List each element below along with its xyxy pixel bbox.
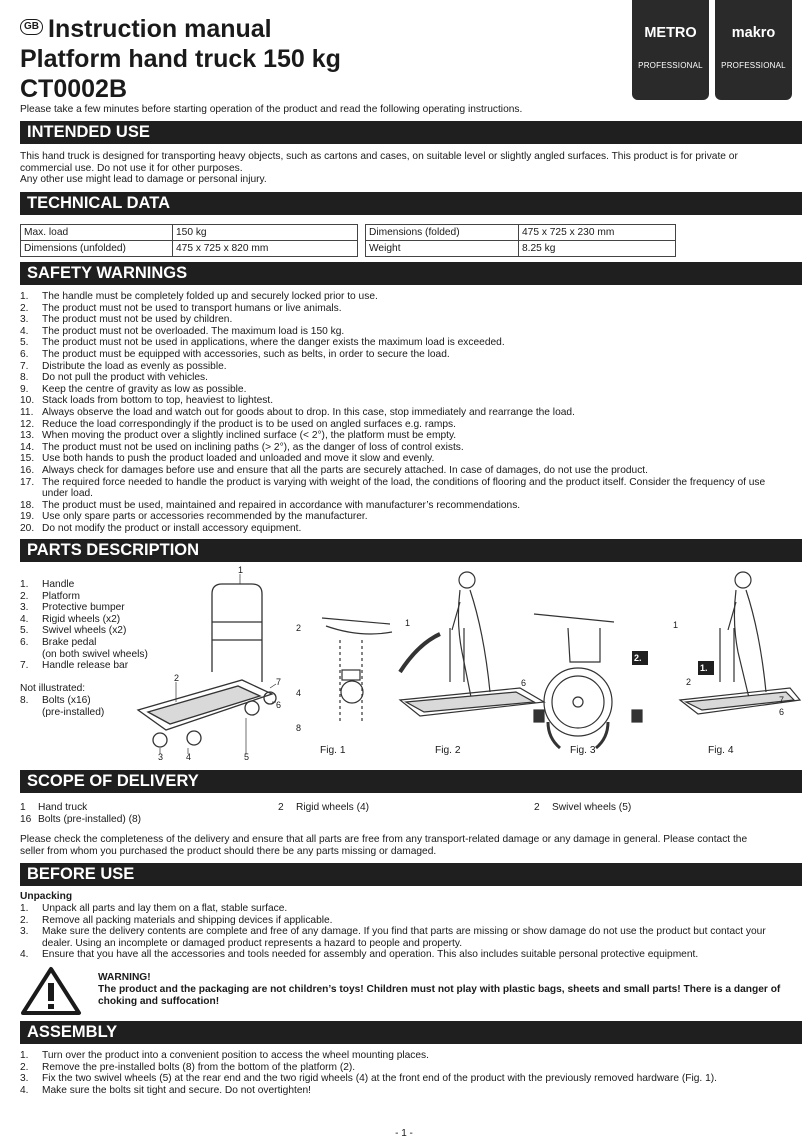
list-text: Reduce the load correspondingly if the product is to be used on angled surfaces e.g. ramps. xyxy=(42,418,456,430)
list-number: 4. xyxy=(20,613,29,625)
list-item xyxy=(20,1085,790,1097)
list-number: 9. xyxy=(20,383,29,395)
list-item xyxy=(20,419,790,431)
list-item xyxy=(20,465,790,477)
assembly-list xyxy=(20,1050,790,1096)
tech-label: Dimensions (folded) xyxy=(366,225,519,241)
fig2-person-drawing xyxy=(400,572,544,716)
list-text: Always check for damages before use and ensure that all the parts are securely attached. In case of damages, do not use the product. xyxy=(42,464,648,476)
list-number: 18. xyxy=(20,499,35,511)
title-line-1 xyxy=(20,14,272,44)
fig2-caption: Fig. 2 xyxy=(435,745,461,756)
fig1-wheel-drawing xyxy=(322,618,392,722)
list-text: The product must not be used by children. xyxy=(42,314,233,326)
tech-value: 475 x 725 x 820 mm xyxy=(173,241,358,257)
list-number: 8. xyxy=(20,695,29,706)
list-item xyxy=(20,303,790,315)
list-text: Use both hands to push the product loaded and unloaded and move it slow and evenly. xyxy=(42,453,435,465)
scope-text: Bolts (pre-installed) (8) xyxy=(38,814,142,825)
list-number: 2. xyxy=(20,1061,29,1073)
list-number: 3. xyxy=(20,314,29,326)
table-row xyxy=(21,225,358,241)
metro-logo xyxy=(632,0,709,100)
title-text: Instruction manual xyxy=(48,15,272,43)
scope-item xyxy=(20,802,87,814)
list-text: When moving the product over a slightly inclined surface (< 2°), the platform must be empty. xyxy=(42,430,457,442)
list-text: Distribute the load as evenly as possible. xyxy=(42,360,227,372)
list-text: Unpack all parts and lay them on a flat, stable surface. xyxy=(42,903,288,914)
fig1-callout-8: 8 xyxy=(296,723,302,733)
list-item xyxy=(20,511,790,523)
scope-text: Swivel wheels (5) xyxy=(552,802,632,813)
list-text: Swivel wheels (x2) xyxy=(42,625,127,637)
list-number: 1. xyxy=(20,1050,29,1061)
callout-1: 1 xyxy=(238,565,244,575)
list-text: Use only spare parts or accessories recommended by the manufacturer. xyxy=(42,511,368,523)
list-text: The product must not be used on inclining paths (> 2°), as the danger of loss of control exists. xyxy=(42,441,464,453)
list-item xyxy=(20,949,790,961)
scope-qty: 2 xyxy=(278,802,284,813)
page-number: - 1 - xyxy=(395,1128,413,1139)
list-number: 3. xyxy=(20,1073,29,1085)
makro-logo xyxy=(715,0,792,100)
fig4-step-1: 1. xyxy=(700,663,708,673)
fig3-callout-6: 6 xyxy=(521,678,527,688)
list-item xyxy=(20,314,790,326)
list-text: The product must be equipped with accessories, such as belts, in order to secure the load. xyxy=(42,348,450,360)
list-number: 16. xyxy=(20,464,35,476)
scope-note-line: seller from whom you purchased the product should there be any parts missing or damaged. xyxy=(20,845,437,857)
list-number: 2. xyxy=(20,914,29,926)
list-text: Stack loads from bottom to top, heaviest to lightest. xyxy=(42,395,274,407)
language-badge: GB xyxy=(20,19,43,35)
list-text: The product must not be used to transport humans or live animals. xyxy=(42,302,342,314)
list-number: 5. xyxy=(20,625,29,637)
not-illustrated-item xyxy=(20,695,104,718)
list-text: The product must be used, maintained and repaired in accordance with manufacturer’s recommendations. xyxy=(42,499,521,511)
tech-value: 475 x 725 x 230 mm xyxy=(519,225,676,241)
list-text: Do not pull the product with vehicles. xyxy=(42,372,208,384)
list-number: 14. xyxy=(20,441,35,453)
scope-text: Rigid wheels (4) xyxy=(296,802,370,813)
callout-2: 2 xyxy=(174,673,180,683)
callout-5: 5 xyxy=(244,752,250,762)
fig4-callout-6: 6 xyxy=(779,707,785,717)
warning-text: The product and the packaging are not children’s toys! Children must not play with plastic bags, sheets and small parts! There is a danger of choking and suffocation! xyxy=(98,984,781,1007)
table-row xyxy=(366,225,676,241)
list-text: Rigid wheels (x2) xyxy=(42,613,121,625)
list-number: 15. xyxy=(20,453,35,465)
list-item xyxy=(20,395,790,407)
list-text: Turn over the product into a convenient position to access the wheel mounting places. xyxy=(42,1050,429,1061)
list-item xyxy=(20,1050,790,1062)
list-number: 3. xyxy=(20,602,29,614)
scope-note-line: Please check the completeness of the delivery and ensure that all parts are free from any transport-related damage or any damage in general. Please contact the xyxy=(20,834,748,845)
list-text: The product must not be overloaded. The maximum load is 150 kg. xyxy=(42,325,345,337)
callout-6: 6 xyxy=(276,700,282,710)
list-item xyxy=(20,477,790,500)
scope-note xyxy=(20,834,795,857)
makro-sub: PROFESSIONAL xyxy=(721,61,786,70)
list-text: The handle must be completely folded up and securely locked prior to use. xyxy=(42,291,378,302)
metro-brand: METRO xyxy=(644,25,697,41)
list-item xyxy=(20,903,790,915)
fig1-callout-2: 2 xyxy=(296,623,302,633)
list-text: Always observe the load and watch out for goods about to drop. In this case, stop immediately and rearrange the load. xyxy=(42,406,575,418)
model-number: CT0002B xyxy=(20,75,127,103)
scope-text: Hand truck xyxy=(38,802,88,813)
section-before-use: BEFORE USE xyxy=(20,863,802,886)
list-number: 4. xyxy=(20,325,29,337)
list-number: 2. xyxy=(20,590,29,602)
fig4-callout-7: 7 xyxy=(779,695,785,705)
list-text: Handle xyxy=(42,579,75,590)
intro-text: Please take a few minutes before starting operation of the product and read the following operating instructions. xyxy=(20,104,523,115)
list-item xyxy=(20,523,790,535)
tech-label: Weight xyxy=(366,241,519,257)
list-item xyxy=(20,384,790,396)
list-item xyxy=(20,337,790,349)
list-item xyxy=(20,1073,790,1085)
tech-table-right xyxy=(365,224,676,257)
list-text: Platform xyxy=(42,590,80,602)
list-number: 7. xyxy=(20,660,29,672)
list-number: 12. xyxy=(20,418,35,430)
list-text: Remove the pre-installed bolts (8) from the bottom of the platform (2). xyxy=(42,1061,356,1073)
before-use-list xyxy=(20,903,790,961)
makro-brand: makro xyxy=(731,25,776,41)
list-item xyxy=(20,915,790,927)
fig3-caption: Fig. 3 xyxy=(570,745,596,756)
list-text: Handle release bar xyxy=(42,660,129,672)
list-number: 4. xyxy=(20,949,29,961)
fig1-caption: Fig. 1 xyxy=(320,745,346,756)
bolts-note: (pre-installed) xyxy=(42,706,105,718)
tech-table-left xyxy=(20,224,358,257)
list-item xyxy=(20,349,790,361)
fig4-person-drawing xyxy=(632,572,800,714)
list-number: 3. xyxy=(20,926,29,938)
callout-4: 4 xyxy=(186,752,192,762)
list-number: 17. xyxy=(20,476,35,488)
list-item xyxy=(20,453,790,465)
list-text: Fix the two swivel wheels (5) at the rear end and the two rigid wheels (4) at the front end of the product with the previously removed hardware (Fig. 1). xyxy=(42,1073,717,1085)
intended-use-line: This hand truck is designed for transporting heavy objects, such as cartons and cases, on suitable level or slightly angled surfaces. This product is for private or xyxy=(20,151,738,162)
metro-sub: PROFESSIONAL xyxy=(638,61,703,70)
list-number: 11. xyxy=(20,406,34,418)
table-row xyxy=(21,241,358,257)
list-item xyxy=(20,372,790,384)
title-line-2: Platform hand truck 150 kg xyxy=(20,45,341,73)
tech-label: Dimensions (unfolded) xyxy=(21,241,173,257)
intended-use-line: commercial use. Do not use it for other purposes. xyxy=(20,162,243,174)
list-number: 2. xyxy=(20,302,29,314)
list-item xyxy=(20,407,790,419)
hand-truck-main-drawing xyxy=(138,584,276,747)
section-safety-warnings: SAFETY WARNINGS xyxy=(20,262,802,285)
fig4-caption: Fig. 4 xyxy=(708,745,734,756)
list-item xyxy=(20,291,790,303)
list-number: 7. xyxy=(20,360,29,372)
list-text: Make sure the bolts sit tight and secure. Do not overtighten! xyxy=(42,1084,311,1096)
not-illustrated-text xyxy=(42,695,104,718)
list-text: Protective bumper xyxy=(42,602,125,614)
scope-qty: 16 xyxy=(20,814,32,825)
callout-7: 7 xyxy=(276,677,282,687)
fig4-step-2: 2. xyxy=(634,653,642,663)
section-parts-description: PARTS DESCRIPTION xyxy=(20,539,802,562)
list-number: 1. xyxy=(20,903,29,914)
list-text: (on both swivel wheels) xyxy=(42,648,148,660)
list-item xyxy=(20,442,790,454)
fig2-callout-1: 1 xyxy=(405,618,411,628)
warning-triangle-icon xyxy=(20,966,82,1016)
list-number: 19. xyxy=(20,511,35,523)
list-text: Ensure that you have all the accessories and tools needed for assembly and operation. This also includes suitable personal protective equipment. xyxy=(42,949,699,961)
list-text: Make sure the delivery contents are complete and free of any damage. If you find that parts are missing or show damage do not use the product but contact your dealer. Using an incomplete or damaged product represents a hazard to people and property. xyxy=(42,926,766,949)
list-text: The product must not be used in applications, where the danger exists the maximum load is exceeded. xyxy=(42,337,505,349)
table-row xyxy=(366,241,676,257)
scope-item xyxy=(534,802,631,814)
list-number: 1. xyxy=(20,579,29,590)
fig4-callout-2: 2 xyxy=(686,677,692,687)
list-number: 20. xyxy=(20,522,35,534)
intended-use-text xyxy=(20,151,795,186)
scope-qty: 2 xyxy=(534,802,540,813)
section-intended-use: INTENDED USE xyxy=(20,121,802,144)
safety-warnings-list xyxy=(20,291,790,534)
list-text: Brake pedal xyxy=(42,636,97,648)
list-number: 6. xyxy=(20,636,29,648)
scope-item xyxy=(278,802,369,814)
warning-title: WARNING! xyxy=(98,972,151,983)
fig3-swivel-wheel-drawing xyxy=(534,614,642,748)
callout-3: 3 xyxy=(158,752,164,762)
list-number: 10. xyxy=(20,395,35,407)
list-item xyxy=(20,500,790,512)
fig1-callout-4: 4 xyxy=(296,688,302,698)
section-scope-of-delivery: SCOPE OF DELIVERY xyxy=(20,770,802,793)
fig4-callout-1: 1 xyxy=(673,620,679,630)
list-number: 1. xyxy=(20,291,29,302)
list-number: 13. xyxy=(20,430,35,442)
section-technical-data: TECHNICAL DATA xyxy=(20,192,802,215)
list-number xyxy=(20,649,42,661)
unpacking-heading: Unpacking xyxy=(20,891,73,902)
list-text: The required force needed to handle the product is varying with weight of the load, the conditions of flooring and the product itself. Consider the frequency of use under load. xyxy=(42,476,766,500)
scope-qty: 1 xyxy=(20,802,26,813)
intended-use-line: Any other use might lead to damage or personal injury. xyxy=(20,174,267,186)
tech-value: 8.25 kg xyxy=(519,241,676,257)
tech-value: 150 kg xyxy=(173,225,358,241)
tech-label: Max. load xyxy=(21,225,173,241)
scope-item xyxy=(20,814,141,826)
section-assembly: ASSEMBLY xyxy=(20,1021,802,1044)
list-item xyxy=(20,1062,790,1074)
list-item xyxy=(20,361,790,373)
list-item xyxy=(20,430,790,442)
bolts-label: Bolts (x16) xyxy=(42,695,91,706)
list-number: 4. xyxy=(20,1084,29,1096)
list-item xyxy=(20,326,790,338)
list-number: 6. xyxy=(20,348,29,360)
list-text: Remove all packing materials and shipping devices if applicable. xyxy=(42,914,333,926)
list-number: 8. xyxy=(20,372,29,384)
list-text: Keep the centre of gravity as low as possible. xyxy=(42,383,247,395)
list-item xyxy=(20,926,790,949)
callout-lines xyxy=(160,574,276,754)
not-illustrated-label: Not illustrated: xyxy=(20,683,86,694)
list-number: 5. xyxy=(20,337,29,349)
list-text: Do not modify the product or install accessory equipment. xyxy=(42,522,302,534)
